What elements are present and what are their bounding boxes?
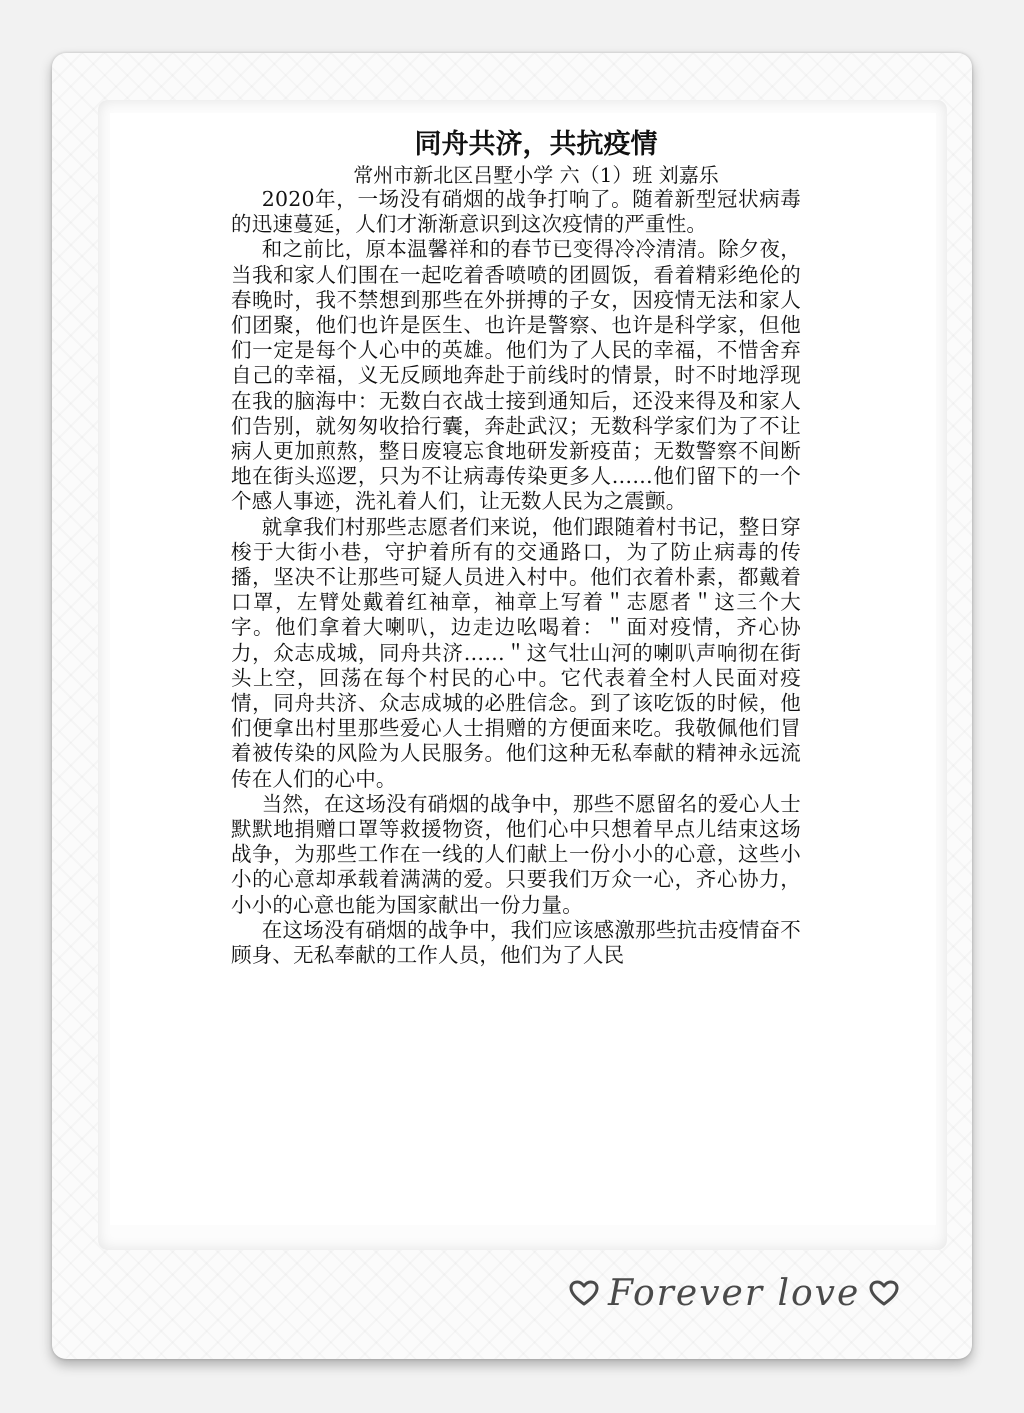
page-title: 同舟共济，共抗疫情 bbox=[414, 129, 658, 160]
author-line: 常州市新北区吕墅小学 六（1）班 刘嘉乐 bbox=[353, 163, 719, 187]
paragraph-3: 就拿我们村那些志愿者们来说，他们跟随着村书记，整日穿梭于大街小巷，守护着所有的交通路口，为了防止病毒的传播，坚决不让那些可疑人员进入村中。他们衣着朴素，都戴着口罩，左臂处戴着红袖章，袖章上写着＂志愿者＂这三个大字。他们拿着大喇叭，边走边吆喝着：＂面对疫情，齐心协力，众志成城，同舟共济……＂这气壮山河的喇叭声响彻在街头上空，回荡在每个村民的心中。它代表着全村人民面对疫情，同舟共济、众志成城的必胜信念。到了该吃饭的时候，他们便拿出村里那些爱心人士捐赠的方便面来吃。我敬佩他们冒着被传染的风险为人民服务。他们这种无私奉献的精神永远流传在人们的心中。 bbox=[231, 514, 801, 791]
document-page bbox=[110, 113, 936, 1225]
paragraph-5: 在这场没有硝烟的战争中，我们应该感激那些抗击疫情奋不顾身、无私奉献的工作人员，他们为了人民 bbox=[231, 917, 801, 968]
paragraph-1: 2020年，一场没有硝烟的战争打响了。随着新型冠状病毒的迅速蔓延，人们才渐渐意识到这次疫情的严重性。 bbox=[231, 187, 801, 237]
paragraph-4: 当然，在这场没有硝烟的战争中，那些不愿留名的爱心人士默默地捐赠口罩等救援物资，他们心中只想着早点儿结束这场战争，为那些工作在一线的人们献上一份小小的心意，这些小小的心意却承载着满满的爱。只要我们万众一心，齐心协力，小小的心意也能为国家献出一份力量。 bbox=[231, 791, 801, 917]
heart-icon bbox=[568, 1278, 600, 1308]
caption-text: Forever love bbox=[608, 1272, 861, 1314]
frame-caption bbox=[568, 1268, 900, 1318]
heart-icon bbox=[868, 1278, 900, 1308]
document-content bbox=[231, 127, 801, 968]
paragraph-2: 和之前比，原本温馨祥和的春节已变得冷冷清清。除夕夜，当我和家人们围在一起吃着香喷喷的团圆饭，看着精彩绝伦的春晚时，我不禁想到那些在外拼搏的子女，因疫情无法和家人们团聚，他们也许是医生、也许是警察、也许是科学家，但他们一定是每个人心中的英雄。他们为了人民的幸福，不惜舍弃自己的幸福，义无反顾地奔赴于前线时的情景，时不时地浮现在我的脑海中：无数白衣战士接到通知后，还没来得及和家人们告别，就匆匆收拾行囊，奔赴武汉；无数科学家们为了不让病人更加煎熬，整日废寝忘食地研发新疫苗；无数警察不间断地在街头巡逻，只为不让病毒传染更多人……他们留下的一个个感人事迹，洗礼着人们，让无数人民为之震颤。 bbox=[231, 237, 801, 514]
